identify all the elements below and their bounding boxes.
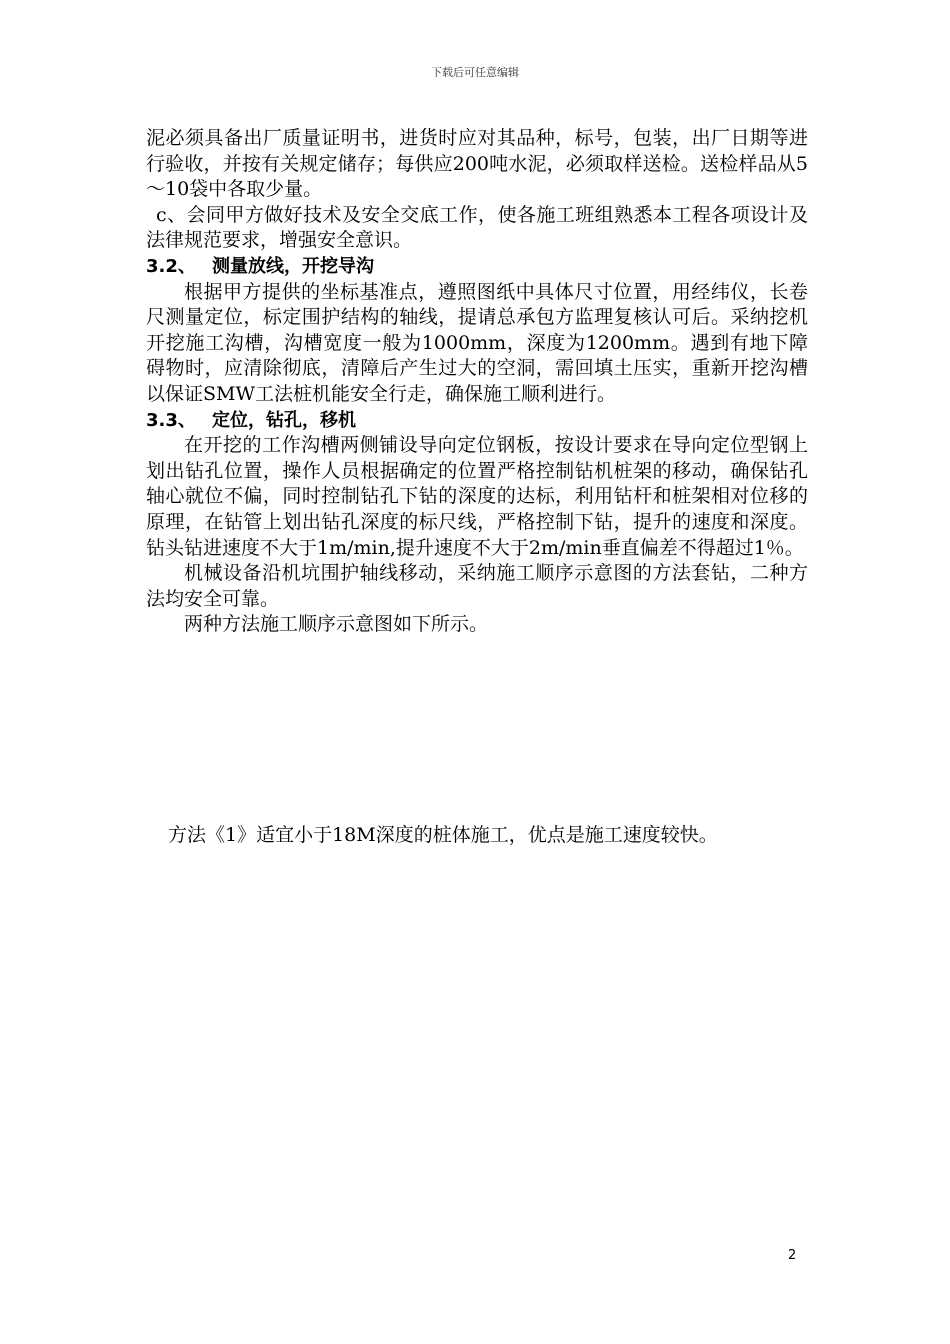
section-title: 定位，钻孔，移机 — [212, 409, 356, 431]
paragraph-diagram-intro: 两种方法施工顺序示意图如下所示。 — [184, 613, 489, 636]
page-header: 下载后可任意编辑 — [431, 66, 519, 79]
paragraph-safety-briefing: c、会同甲方做好技术及安全交底工作，使各施工班组熟悉本工程各项设计及法律规范要求，增强安全意识。 — [146, 203, 808, 252]
section-number: 3.2、 — [146, 255, 196, 277]
paragraph-positioning: 在开挖的工作沟槽两侧铺设导向定位钢板，按设计要求在导向定位型钢上划出钻孔位置，操作人员根据确定的位置严格控制钻机桩架的移动，确保钻孔轴心就位不偏，同时控制钻孔下钻的深度的达标，利用钻杆和桩架相对位移的原理，在钻管上划出钻孔深度的标尺线，严格控制下钻，提升的速度和深度。钻头钻进速度不大于1m/min,提升速度不大于2m/min垂直偏差不得超过1％。 — [146, 434, 808, 559]
section-title: 测量放线，开挖导沟 — [212, 255, 374, 277]
paragraph-cement-inspection: 泥必须具备出厂质量证明书，进货时应对其品种，标号，包装，出厂日期等进行验收，并按有关规定储存；每供应200吨水泥，必须取样送检。送检样品从5～10袋中各取少量。 — [146, 127, 808, 201]
paragraph-surveying: 根据甲方提供的坐标基准点，遵照图纸中具体尺寸位置，用经纬仪，长卷尺测量定位，标定围护结构的轴线，提请总承包方监理复核认可后。采纳挖机开挖施工沟槽，沟槽宽度一般为1000mm，深度为1200mm。遇到有地下障碍物时，应清除彻底，清障后产生过大的空洞，需回填土压实，重新开挖沟槽以保证SMW工法桩机能安全行走，确保施工顺利进行。 — [146, 280, 808, 405]
section-number: 3.3、 — [146, 409, 196, 431]
method-note: 方法《1》适宜小于18M深度的桩体施工，优点是施工速度较快。 — [168, 824, 718, 846]
document-body — [146, 126, 808, 638]
section-heading-3-2 — [146, 254, 808, 280]
page-number: 2 — [788, 1248, 797, 1263]
paragraph-machine-movement: 机械设备沿机坑围护轴线移动，采纳施工顺序示意图的方法套钻，二种方法均安全可靠。 — [146, 562, 808, 610]
section-heading-3-3 — [146, 408, 808, 434]
